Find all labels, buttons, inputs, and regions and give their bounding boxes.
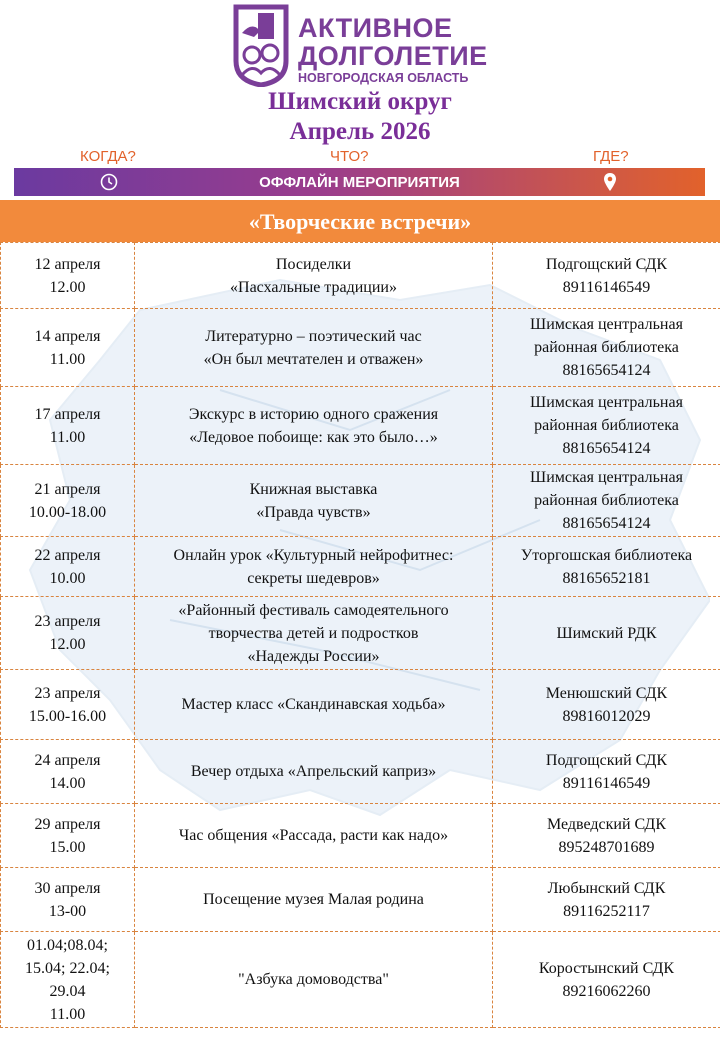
event-title-line: Экскурс в историю одного сражения	[188, 405, 439, 423]
section-title: «Творческие встречи»	[248, 209, 472, 234]
location-pin-icon	[603, 172, 617, 192]
event-date-line: 10.00-18.00	[28, 503, 107, 521]
event-date-line: 29.04	[49, 982, 86, 1000]
event-date	[1, 537, 135, 597]
event-date-line: 15.00	[49, 838, 86, 856]
when-label: КОГДА?	[80, 148, 136, 165]
event-title-line: Посиделки	[275, 255, 352, 273]
event-title-line: «Правда чувств»	[256, 503, 371, 521]
event-place-line: 89116146549	[562, 774, 651, 792]
event-date-line: 10.00	[49, 569, 86, 587]
offline-events-banner	[14, 168, 705, 196]
event-title	[135, 932, 493, 1028]
event-place-line: 89216062260	[562, 982, 651, 1000]
event-place	[493, 932, 720, 1028]
event-title-line: Книжная выставка	[249, 480, 378, 498]
event-date-line: 13-00	[48, 902, 87, 920]
event-date	[1, 309, 135, 387]
event-title	[135, 670, 493, 740]
logo-title-line1: АКТИВНОЕ	[298, 13, 453, 43]
event-title-line: «Надежды России»	[247, 647, 380, 665]
event-date-line: 15.04; 22.04;	[25, 959, 110, 977]
event-row	[1, 537, 720, 597]
event-date-line: 29 апреля	[34, 815, 101, 833]
event-date-line: 12.00	[49, 636, 86, 653]
event-title	[135, 309, 493, 387]
event-row	[1, 804, 720, 868]
logo	[230, 3, 520, 89]
event-title-line: "Азбука домоводства"	[238, 971, 389, 988]
event-date-line: 11.00	[49, 428, 86, 446]
event-date	[1, 387, 135, 465]
event-date-line: 24 апреля	[34, 751, 101, 769]
event-place-line: Любынский СДК	[547, 879, 666, 897]
event-place-line: 89816012029	[562, 707, 651, 725]
logo-title-line2: ДОЛГОЛЕТИЕ	[298, 41, 488, 71]
event-date-line: 01.04;08.04;	[27, 936, 108, 954]
event-place	[493, 309, 720, 387]
logo-region: НОВГОРОДСКАЯ ОБЛАСТЬ	[298, 71, 469, 85]
event-place-line: Уторгошская библиотека	[520, 546, 693, 564]
district-title: Шимский округ	[268, 88, 452, 115]
event-row	[1, 868, 720, 932]
event-row	[1, 670, 720, 740]
event-title-line: творчества детей и подростков	[208, 624, 419, 642]
event-title	[135, 804, 493, 868]
event-place	[493, 597, 720, 670]
event-date-line: 17 апреля	[34, 405, 101, 423]
event-place-line: 89116252117	[563, 902, 650, 920]
event-row	[1, 465, 720, 537]
event-date-line: 23 апреля	[34, 684, 101, 702]
event-date	[1, 932, 135, 1028]
event-title	[135, 537, 493, 597]
event-place-line: Менюшский СДК	[545, 684, 668, 702]
event-date	[1, 868, 135, 932]
event-date	[1, 740, 135, 804]
event-title-line: Мастер класс «Скандинавская ходьба»	[181, 696, 446, 713]
event-date	[1, 465, 135, 537]
event-title	[135, 740, 493, 804]
event-title-line: Час общения «Рассада, расти как надо»	[178, 827, 449, 844]
event-place	[493, 243, 720, 309]
event-place-line: Медведский СДК	[547, 815, 666, 833]
event-place	[493, 868, 720, 932]
event-date-line: 30 апреля	[34, 879, 101, 897]
event-place-line: Шимская центральная	[530, 316, 683, 333]
month-title: Апрель 2026	[289, 118, 431, 145]
event-date-line: 12 апреля	[34, 255, 101, 273]
event-date-line: 11.00	[49, 1005, 86, 1023]
event-date-line: 14 апреля	[34, 327, 101, 345]
event-date-line: 22 апреля	[34, 546, 101, 564]
event-place	[493, 465, 720, 537]
event-title-line: «Пасхальные традиции»	[230, 278, 397, 296]
event-date-line: 23 апреля	[34, 613, 101, 630]
event-place-line: 88165652181	[562, 569, 651, 587]
event-date-line: 12.00	[49, 278, 86, 296]
event-row	[1, 243, 720, 309]
event-place	[493, 387, 720, 465]
event-title-line: «Ледовое побоище: как это было…»	[189, 428, 438, 446]
event-date-line: 21 апреля	[34, 480, 101, 498]
what-label: ЧТО?	[330, 148, 369, 165]
header	[0, 0, 720, 196]
event-place-line: 88165654124	[562, 362, 651, 379]
event-date	[1, 804, 135, 868]
event-row	[1, 597, 720, 670]
event-place-line: Подгощский СДК	[545, 751, 668, 769]
event-date	[1, 597, 135, 670]
event-title	[135, 387, 493, 465]
event-place-line: Шимская центральная	[530, 394, 683, 411]
event-title	[135, 868, 493, 932]
event-date-line: 11.00	[49, 350, 86, 368]
event-place	[493, 804, 720, 868]
logo-emblem-icon	[230, 3, 292, 87]
event-title-line: «Он был мечтателен и отважен»	[203, 350, 424, 368]
event-place-line: районная библиотека	[534, 492, 679, 509]
event-row	[1, 309, 720, 387]
event-row	[1, 387, 720, 465]
event-title-line: Посещение музея Малая родина	[203, 891, 424, 908]
event-place-line: 88165654124	[562, 515, 651, 532]
event-place-line: Коростынский СДК	[538, 959, 675, 977]
event-row	[1, 740, 720, 804]
event-place-line: Шимский РДК	[556, 624, 657, 642]
event-row	[1, 932, 720, 1028]
event-title-line: Онлайн урок «Культурный нейрофитнес:	[173, 546, 454, 564]
event-title-line: Вечер отдыха «Апрельский каприз»	[190, 763, 437, 780]
event-place-line: 88165654124	[562, 440, 651, 457]
event-place-line: районная библиотека	[534, 339, 679, 356]
event-date-line: 15.00-16.00	[28, 707, 107, 725]
event-title-line: «Районный фестиваль самодеятельного	[178, 601, 449, 619]
event-date	[1, 670, 135, 740]
events-table	[0, 242, 720, 1028]
event-place-line: 89116146549	[562, 278, 651, 296]
event-title	[135, 465, 493, 537]
banner-title: ОФФЛАЙН МЕРОПРИЯТИЯ	[259, 174, 460, 191]
event-title-line: секреты шедевров»	[247, 569, 380, 587]
event-title-line: Литературно – поэтический час	[205, 327, 422, 345]
event-place-line: Шимская центральная	[530, 469, 683, 486]
event-title	[135, 597, 493, 670]
event-title	[135, 243, 493, 309]
event-date-line: 14.00	[49, 774, 86, 792]
event-place-line: 895248701689	[558, 838, 655, 856]
where-label: ГДЕ?	[593, 148, 629, 165]
event-place	[493, 740, 720, 804]
event-place	[493, 537, 720, 597]
event-place-line: Подгощский СДК	[545, 255, 668, 273]
event-place-line: районная библиотека	[534, 417, 679, 434]
event-place	[493, 670, 720, 740]
event-date	[1, 243, 135, 309]
section-header	[0, 200, 720, 242]
